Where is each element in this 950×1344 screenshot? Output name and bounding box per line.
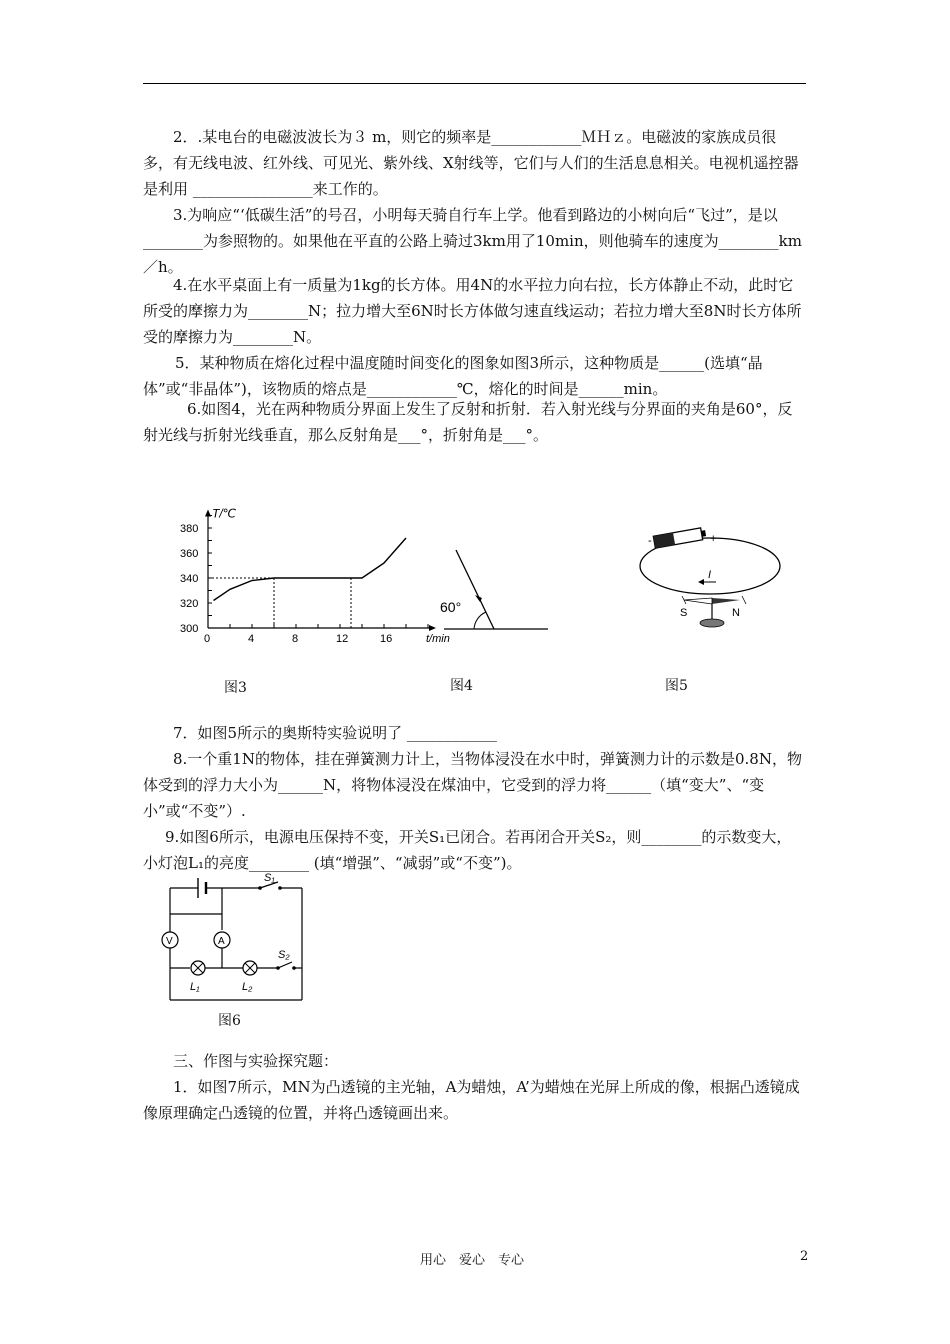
footer-slogan: 用心 爱心 专心 <box>420 1253 525 1268</box>
battery-plus: + <box>710 533 717 545</box>
x-tick-label: 4 <box>248 633 255 645</box>
voltmeter-label: V <box>166 936 173 947</box>
question-3-text: 3.为响应“‘低碳生活”的号召，小明每天骑自行车上学。他看到路边的小树向后“飞过”，是以________为参照物的。如果他在平直的公路上骑过3km用了10min，则他骑车的速度为________km／h。 <box>143 206 802 276</box>
y-tick-label: 360 <box>180 548 199 560</box>
figure-4-diagram <box>430 540 560 640</box>
compass-base <box>700 619 724 627</box>
header-rule <box>143 83 806 84</box>
compass-needle-north <box>712 598 740 604</box>
rotation-arrow-n <box>742 596 746 604</box>
x-axis-label: t/min <box>426 633 450 645</box>
y-tick-label: 320 <box>180 598 199 610</box>
x-tick-label: 8 <box>292 633 299 645</box>
question-2 <box>143 124 806 202</box>
section-3-question-1 <box>143 1074 806 1126</box>
lamp-l1-label: L₁ <box>190 981 200 993</box>
angle-arc <box>474 612 486 629</box>
question-6-text: 6.如图4，光在两种物质分界面上发生了反射和折射．若入射光线与分界面的夹角是60°，反射光线与折射光线垂直，那么反射角是___°，折射角是___°。 <box>143 400 793 444</box>
figure-4-caption: 图4 <box>450 678 473 694</box>
melting-curve <box>214 538 407 601</box>
current-arrow-head <box>698 579 704 585</box>
x-tick-label: 0 <box>204 633 211 645</box>
compass-south-label: S <box>680 607 688 619</box>
battery-icon <box>653 527 706 548</box>
question-7 <box>143 720 806 746</box>
ammeter-label: A <box>218 936 225 947</box>
question-7-text: 7．如图5所示的奥斯特实验说明了 ____________ <box>173 724 497 742</box>
figure-6-circuit <box>150 868 320 1004</box>
question-6 <box>143 396 806 448</box>
question-5 <box>143 350 806 402</box>
switch-s2-label: S₂ <box>278 949 290 961</box>
compass-north-label: N <box>732 607 740 619</box>
y-tick-label: 300 <box>180 623 199 635</box>
y-tick-label: 380 <box>180 523 199 535</box>
switch-s1-label: S₁ <box>264 872 275 884</box>
figure-6-caption: 图6 <box>218 1013 241 1029</box>
section-3-question-1-text: 1．如图7所示，MN为凸透镜的主光轴，A为蜡烛，A’为蜡烛在光屏上所成的像，根据凸透镜成像原理确定凸透镜的位置，并将凸透镜画出来。 <box>143 1078 800 1122</box>
figure-3-caption: 图3 <box>224 680 247 696</box>
figure-3-chart <box>175 472 450 652</box>
incident-ray <box>456 550 494 629</box>
angle-label: 60° <box>440 599 462 615</box>
question-4 <box>143 272 806 350</box>
y-axis-label: T/℃ <box>212 506 237 521</box>
question-3 <box>143 202 806 280</box>
page-number: 2 <box>800 1249 809 1264</box>
x-tick-label: 16 <box>380 633 393 645</box>
x-tick-label: 12 <box>336 633 349 645</box>
question-2-text: 2．.某电台的电磁波波长为３ m，则它的频率是____________ＭＨｚ。电磁波的家族成员很多，有无线电波、红外线、可见光、紫外线、X射线等，它们与人们的生活息息相关。电视机遥控器是利用 ________________来工作的。 <box>143 128 799 198</box>
lamp-l2-label: L₂ <box>242 981 253 993</box>
question-8 <box>143 746 806 824</box>
question-4-text: 4.在水平桌面上有一质量为1kg的长方体。用4N的水平拉力向右拉，长方体静止不动，此时它所受的摩擦力为________N；拉力增大至6N时长方体做匀速直线运动；若拉力增大至8N时长方体所受的摩擦力为________N。 <box>143 276 802 346</box>
battery-minus: - <box>648 535 652 547</box>
question-8-text: 8.一个重1N的物体，挂在弹簧测力计上，当物体浸没在水中时，弹簧测力计的示数是0.8N，物体受到的浮力大小为______N，将物体浸没在煤油中，它受到的浮力将______（填“变大”、“变小”或“不变”）. <box>143 750 802 820</box>
compass-needle-south <box>684 598 712 604</box>
y-tick-label: 340 <box>180 573 199 585</box>
current-label: I <box>708 569 712 581</box>
question-9-text: 9.如图6所示，电源电压保持不变，开关S₁已闭合。若再闭合开关S₂，则________的示数变大，小灯泡L₁的亮度________ (填“增强”、“减弱”或“不变”)。 <box>143 828 792 872</box>
figure-5-diagram <box>628 520 798 635</box>
section-3-text: 三、作图与实验探究题： <box>173 1052 339 1070</box>
switch-s2-blade <box>278 962 292 968</box>
section-3-heading <box>143 1048 806 1074</box>
question-5-text: 5．某种物质在熔化过程中温度随时间变化的图象如图3所示，这种物质是______(选填“晶体”或“非晶体”)，该物质的熔点是____________℃，熔化的时间是______min。 <box>143 354 763 398</box>
figure-5-caption: 图5 <box>665 678 688 694</box>
